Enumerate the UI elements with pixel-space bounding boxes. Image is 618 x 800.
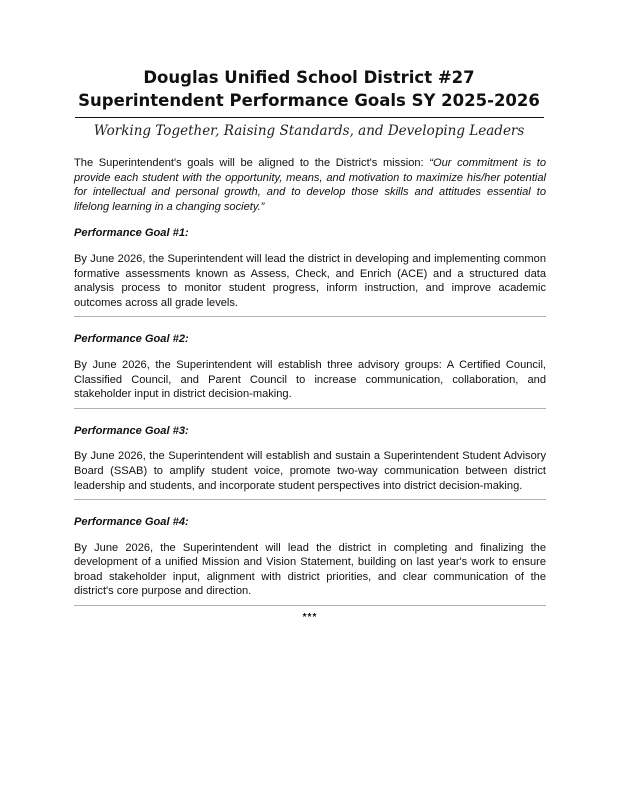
performance-goal-2 bbox=[74, 332, 546, 408]
goal-heading: Performance Goal #2: bbox=[74, 333, 189, 346]
title-underline bbox=[75, 117, 544, 118]
intro-colon: : bbox=[420, 157, 430, 169]
intro-lead: The Superintendent's goals will be aligned to the District's mission bbox=[74, 157, 421, 169]
district-name: Douglas Unified School District #27 bbox=[143, 68, 475, 87]
performance-goal-3 bbox=[74, 424, 546, 500]
district-motto: Working Together, Raising Standards, and Developing Leaders bbox=[93, 123, 525, 139]
document-title bbox=[0, 66, 618, 112]
section-divider bbox=[74, 605, 546, 606]
end-of-document-mark: *** bbox=[302, 612, 318, 624]
goal-text: By June 2026, the Superintendent will lead the district in completing and finalizing the development of a unified Mission and Vision Statement, building on last year's work to ensure broad stakeholder input, alignment with district priorities, and clear communication of the district's core purpose and direction. bbox=[74, 541, 546, 598]
section-divider bbox=[74, 408, 546, 409]
goals-title: Superintendent Performance Goals SY 2025-2026 bbox=[78, 91, 540, 110]
goal-heading: Performance Goal #3: bbox=[74, 424, 189, 437]
performance-goal-1 bbox=[74, 226, 546, 317]
section-divider bbox=[74, 316, 546, 317]
goal-text: By June 2026, the Superintendent will lead the district in developing and implementing common formative assessments known as Assess, Check, and Enrich (ACE) and a structured data analysis process to monitor student progress, inform instruction, and improve academic outcomes across all grade levels. bbox=[74, 252, 546, 309]
intro-paragraph bbox=[74, 156, 546, 214]
document-body bbox=[74, 156, 546, 624]
section-divider bbox=[74, 499, 546, 500]
goal-text: By June 2026, the Superintendent will establish three advisory groups: A Certified Council, Classified Council, and Parent Council to increase communication, collaboration, and stakeholder input in district decision-making. bbox=[74, 358, 546, 401]
performance-goal-4 bbox=[74, 515, 546, 606]
goal-heading: Performance Goal #4: bbox=[74, 516, 189, 529]
mission-quote: “Our commitment is to provide each student with the opportunity, means, and motivation to maximize his/her potential for intellectual and personal growth, and to develop those skills and attitudes essential to lifelong learning in a changing society.” bbox=[74, 157, 547, 213]
goal-text: By June 2026, the Superintendent will establish and sustain a Superintendent Student Advisory Board (SSAB) to amplify student voice, promote two-way communication between district leadership and students, and incorporate student perspectives into district decision-making. bbox=[74, 450, 546, 492]
goal-heading: Performance Goal #1: bbox=[74, 227, 189, 240]
